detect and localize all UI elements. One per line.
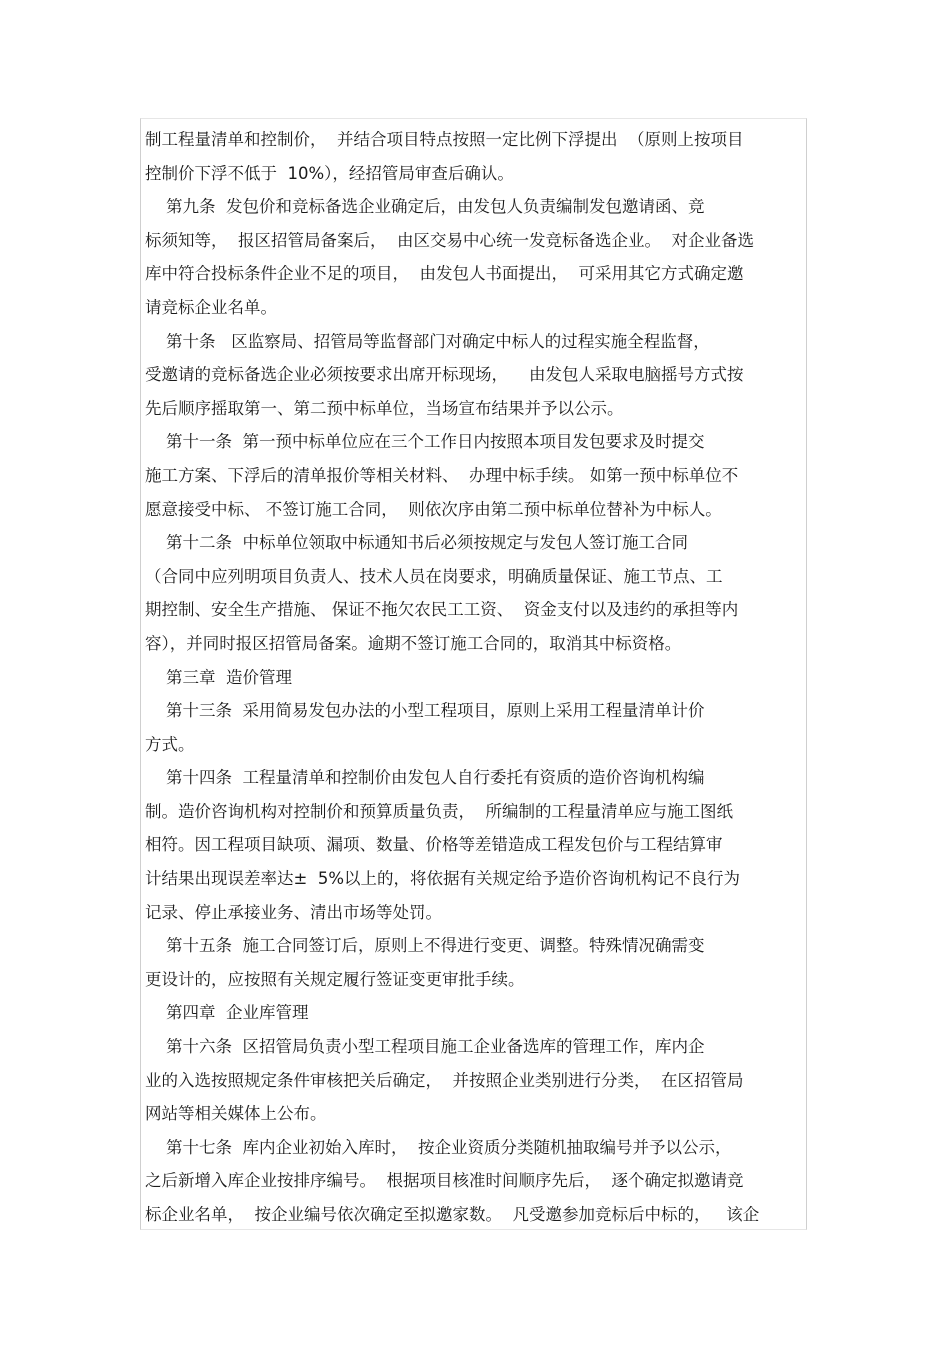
text-line: 制。造价咨询机构对控制价和预算质量负责， 所编制的工程量清单应与施工图纸 — [145, 801, 733, 821]
text-line: 制工程量清单和控制价， 并结合项目特点按照一定比例下浮提出 （原则上按项目 — [145, 130, 744, 149]
text-line: 受邀请的竞标备选企业必须按要求出席开标现场， 由发包人采取电脑摇号方式按 — [145, 365, 744, 385]
text-line: 第十七条 库内企业初始入库时， 按企业资质分类随机抽取编号并予以公示， — [145, 1137, 732, 1157]
text-line: 更设计的，应按照有关规定履行签证变更审批手续。 — [145, 969, 525, 989]
text-line: 方式。 — [145, 734, 195, 754]
text-line: （合同中应列明项目负责人、技术人员在岗要求，明确质量保证、施工节点、工 — [145, 566, 723, 586]
text-line: 记录、停止承接业务、清出市场等处罚。 — [145, 902, 442, 922]
text-line: 施工方案、下浮后的清单报价等相关材料、 办理中标手续。 如第一预中标单位不 — [145, 465, 739, 485]
text-line: 标企业名单， 按企业编号依次确定至拟邀家数。 凡受邀参加竞标后中标的， 该企 — [145, 1205, 760, 1224]
text-line: 愿意接受中标、 不签订施工合同， 则依次序由第二预中标单位替补为中标人。 — [145, 499, 722, 519]
text-line: 请竞标企业名单。 — [145, 297, 277, 317]
text-line: 第十五条 施工合同签订后，原则上不得进行变更、调整。特殊情况确需变 — [145, 936, 705, 956]
text-line: 第十三条 采用简易发包办法的小型工程项目，原则上采用工程量清单计价 — [145, 701, 705, 721]
text-line: 第十六条 区招管局负责小型工程项目施工企业备选库的管理工作，库内企 — [145, 1037, 705, 1057]
text-line: 之后新增入库企业按排序编号。 根据项目核准时间顺序先后， 逐个确定拟邀请竞 — [145, 1171, 744, 1191]
document-body — [145, 123, 800, 1232]
text-line: 第九条 发包价和竞标备选企业确定后，由发包人负责编制发包邀请函、竞 — [145, 197, 705, 217]
text-line: 先后顺序摇取第一、第二预中标单位，当场宣布结果并予以公示。 — [145, 398, 624, 418]
text-line: 控制价下浮不低于 10%），经招管局审查后确认。 — [145, 163, 514, 183]
text-line: 第十四条 工程量清单和控制价由发包人自行委托有资质的造价咨询机构编 — [145, 768, 705, 788]
chapter-heading: 第四章 企业库管理 — [145, 1003, 309, 1023]
text-line: 业的入选按照规定条件审核把关后确定， 并按照企业类别进行分类， 在区招管局 — [145, 1070, 744, 1090]
text-line: 标须知等， 报区招管局备案后， 由区交易中心统一发竞标备选企业。 对企业备选 — [145, 230, 754, 250]
text-line: 容），并同时报区招管局备案。逾期不签订施工合同的，取消其中标资格。 — [145, 633, 682, 653]
text-line: 第十条 区监察局、招管局等监督部门对确定中标人的过程实施全程监督， — [145, 331, 710, 351]
text-line: 计结果出现误差率达± 5%以上的，将依据有关规定给予造价咨询机构记不良行为 — [145, 869, 740, 889]
text-line: 第十二条 中标单位领取中标通知书后必须按规定与发包人签订施工合同 — [145, 533, 688, 553]
text-line: 网站等相关媒体上公布。 — [145, 1104, 327, 1124]
text-line: 库中符合投标条件企业不足的项目， 由发包人书面提出， 可采用其它方式确定邀 — [145, 264, 744, 284]
chapter-heading: 第三章 造价管理 — [145, 667, 292, 687]
text-line: 期控制、安全生产措施、 保证不拖欠农民工工资、 资金支付以及违约的承担等内 — [145, 600, 739, 620]
text-line: 相符。因工程项目缺项、漏项、数量、价格等差错造成工程发包价与工程结算审 — [145, 835, 723, 855]
text-line: 第十一条 第一预中标单位应在三个工作日内按照本项目发包要求及时提交 — [145, 432, 705, 452]
